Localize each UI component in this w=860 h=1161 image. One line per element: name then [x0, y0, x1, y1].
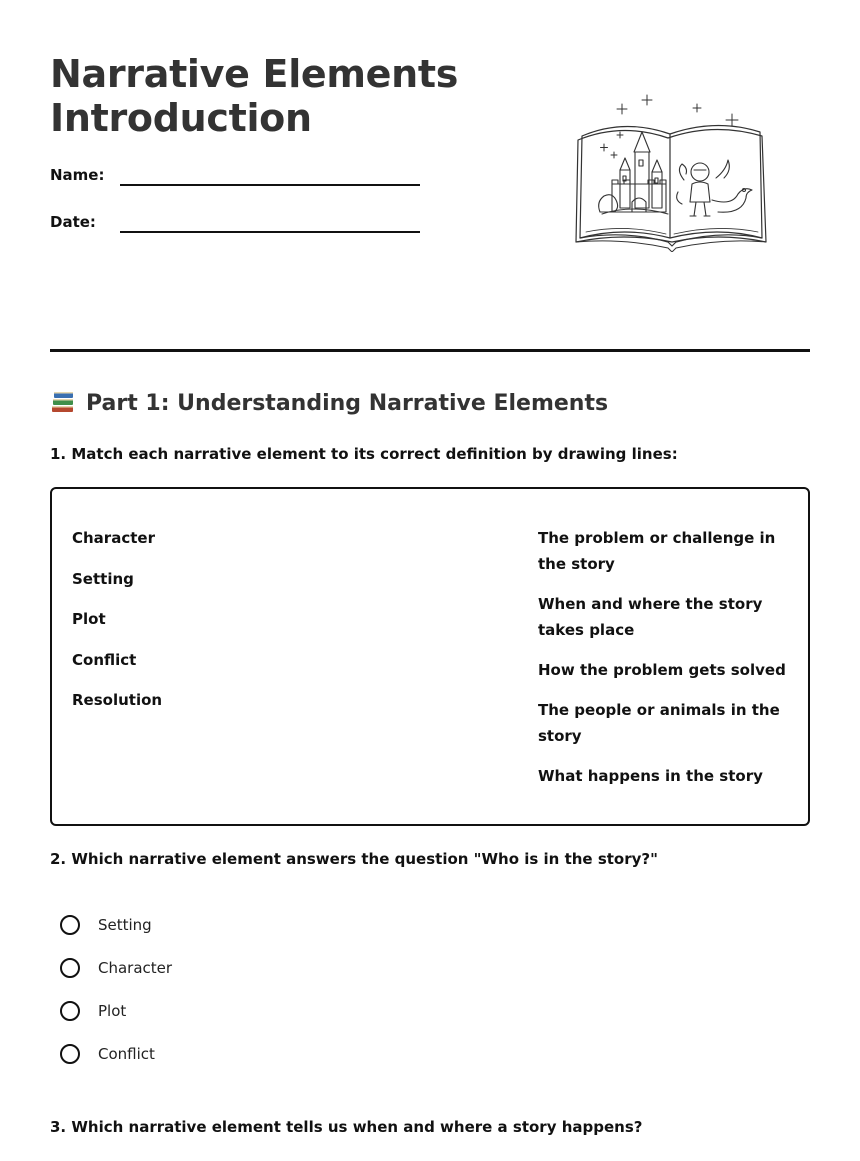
option-label: Plot	[98, 1002, 127, 1020]
name-field[interactable]	[50, 166, 420, 190]
term-setting[interactable]: Setting	[72, 569, 134, 588]
radio-button[interactable]	[60, 958, 80, 978]
term-plot[interactable]: Plot	[72, 610, 106, 628]
radio-button[interactable]	[60, 1001, 80, 1021]
castle-icon	[599, 132, 668, 214]
date-line[interactable]	[120, 231, 420, 233]
option-label: Setting	[98, 916, 152, 934]
option-label: Character	[98, 959, 173, 977]
storybook-castle-knight-icon	[572, 92, 768, 252]
part1-title: Part 1: Understanding Narrative Elements	[86, 391, 609, 416]
part1-heading	[50, 388, 608, 419]
definition-item[interactable]: What happens in the story	[538, 767, 763, 785]
knight-dragon-icon	[677, 160, 752, 216]
question-2: 2. Which narrative element answers the question "Who is in the story?"	[50, 850, 658, 868]
date-label: Date:	[50, 213, 96, 231]
matching-definitions	[538, 525, 798, 803]
date-field[interactable]	[50, 213, 420, 237]
name-line[interactable]	[120, 184, 420, 186]
radio-button[interactable]	[60, 915, 80, 935]
definition-item[interactable]: How the problem gets solved	[538, 661, 786, 679]
worksheet-title	[50, 52, 458, 140]
books-icon	[50, 388, 76, 414]
title-line-2: Introduction	[50, 96, 312, 140]
definition-item[interactable]: The people or animals in the story	[538, 701, 780, 745]
name-label: Name:	[50, 166, 105, 184]
question-3: 3. Which narrative element tells us when and where a story happens?	[50, 1118, 643, 1136]
matching-terms	[72, 525, 162, 728]
term-resolution[interactable]: Resolution	[72, 691, 163, 709]
term-character[interactable]: Character	[72, 529, 155, 547]
definition-item[interactable]: When and where the story takes place	[538, 595, 763, 639]
radio-button[interactable]	[60, 1044, 80, 1064]
section-divider	[50, 349, 810, 352]
option-label: Conflict	[98, 1045, 155, 1063]
title-line-1: Narrative Elements	[50, 52, 459, 96]
matching-box	[50, 487, 810, 826]
definition-item[interactable]: The problem or challenge in the story	[538, 529, 776, 573]
term-conflict[interactable]: Conflict	[72, 650, 137, 669]
question-1: 1. Match each narrative element to its correct definition by drawing lines:	[50, 445, 678, 463]
